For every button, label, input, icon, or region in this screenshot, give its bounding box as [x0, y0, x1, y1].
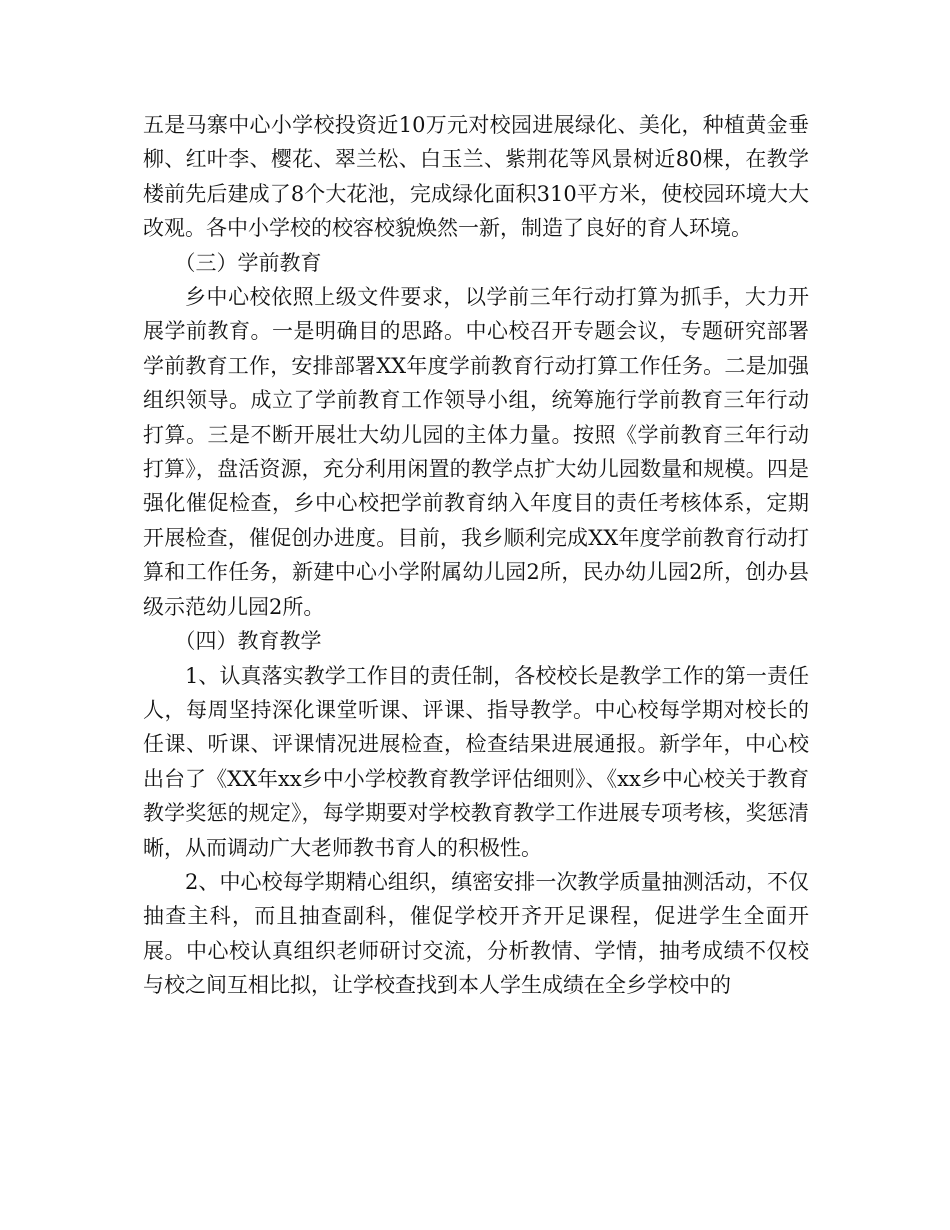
section-heading-preschool: （三）学前教育 — [174, 250, 322, 275]
paragraph-preschool: 乡中心校依照上级文件要求，以学前三年行动打算为抓手，大力开展学前教育。一是明确目的思路。中心校召开专题会议，专题研究部署学前教育工作，安排部署XX年度学前教育行动打算工作任务。二是加强组织领导。成立了学前教育工作领导小组，统筹施行学前教育三年行动打算。三是不断开展壮大幼儿园的主体力量。按照《学前教育三年行动打算》，盘活资源，充分利用闲置的教学点扩大幼儿园数量和规模。四是强化催促检查，乡中心校把学前教育纳入年度目的责任考核体系，定期开展检查，催促创办进度。目前，我乡顺利完成XX年度学前教育行动打算和工作任务，新建中心小学附属幼儿园2所，民办幼儿园2所，创办县级示范幼儿园2所。 — [143, 285, 809, 619]
paragraph-teaching-1: 1、认真落实教学工作目的责任制，各校校长是教学工作的第一责任人，每周坚持深化课堂听课、评课、指导教学。中心校每学期对校长的任课、听课、评课情况进展检查，检查结果进展通报。新学年，中心校出台了《XX年xx乡中小学校教育教学评估细则》、《xx乡中心校关于教育教学奖惩的规定》，每学期要对学校教育教学工作进展专项考核，奖惩清晰，从而调动广大老师教书育人的积极性。 — [143, 663, 809, 860]
paragraph-continued: 五是马寨中心小学校投资近10万元对校园进展绿化、美化，种植黄金垂柳、红叶李、樱花、翠兰松、白玉兰、紫荆花等风景树近80棵，在教学楼前先后建成了8个大花池，完成绿化面积310平方米，使校园环境大大改观。各中小学校的校容校貌焕然一新，制造了良好的育人环境。 — [143, 113, 809, 241]
section-heading-teaching: （四）教育教学 — [174, 629, 322, 654]
document-body — [143, 108, 809, 1003]
paragraph-teaching-2: 2、中心校每学期精心组织，缜密安排一次教学质量抽测活动，不仅抽查主科，而且抽查副科，催促学校开齐开足课程，促进学生全面开展。中心校认真组织老师研讨交流，分析教情、学情，抽考成绩不仅校与校之间互相比拟，让学校查找到本人学生成绩在全乡学校中的 — [143, 869, 809, 998]
